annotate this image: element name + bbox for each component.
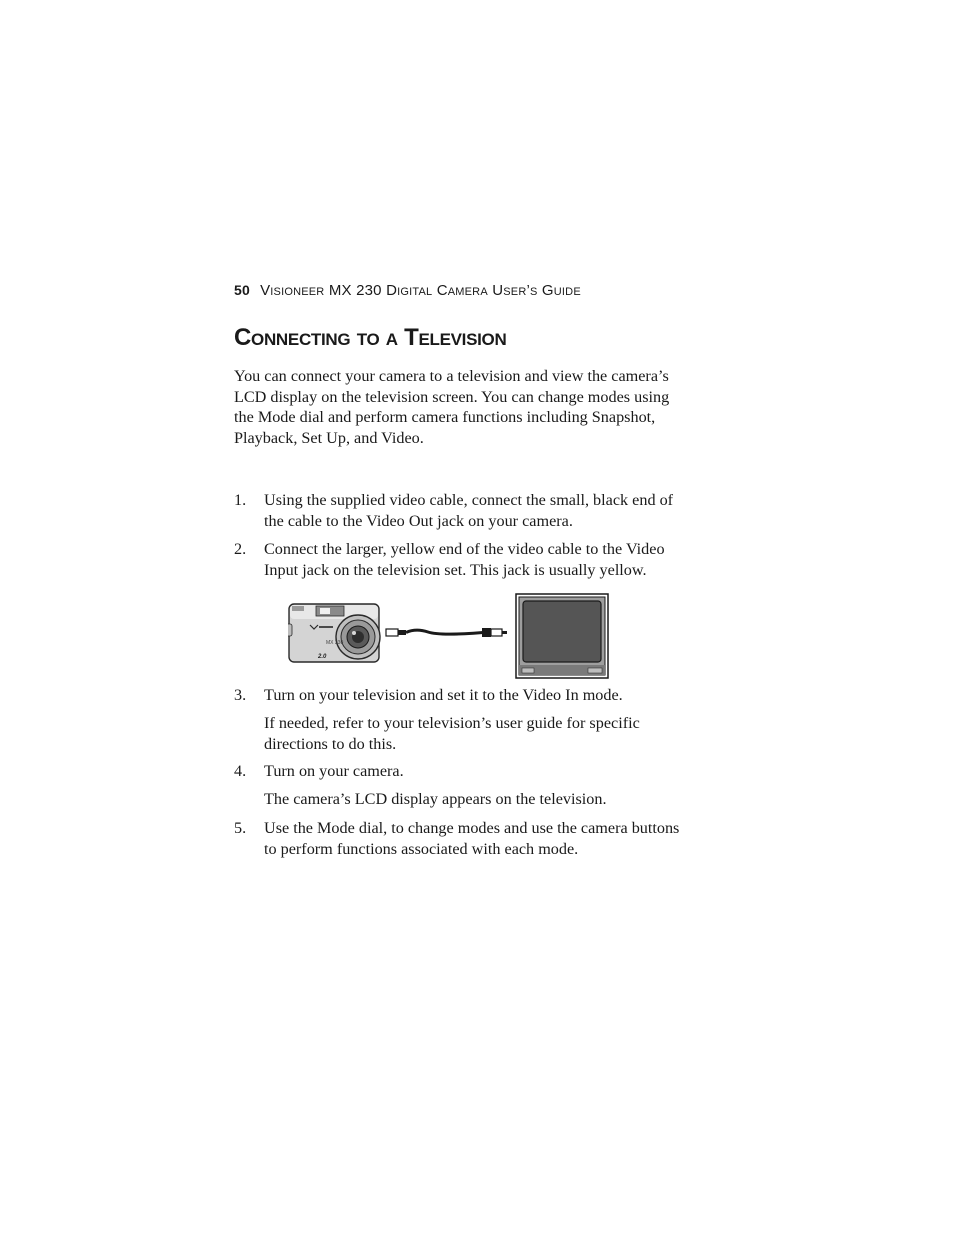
manual-page bbox=[234, 280, 684, 858]
running-title: Visioneer MX 230 Digital Camera User’s Guide bbox=[260, 282, 581, 299]
step-3-note: If needed, refer to your television’s user guide for specific directions to do this. bbox=[264, 714, 640, 753]
step-text: Using the supplied video cable, connect the small, black end of the cable to the Video Out jack on your camera. bbox=[264, 491, 674, 530]
step-number: 4. bbox=[234, 762, 247, 780]
camera-icon bbox=[288, 604, 380, 662]
camera-to-tv-illustration bbox=[288, 592, 612, 680]
page-number: 50 bbox=[234, 282, 250, 298]
camera-model-label: MX 230 bbox=[326, 640, 344, 646]
running-header bbox=[234, 280, 684, 300]
step-4 bbox=[234, 761, 684, 782]
section-title: Connecting to a Television bbox=[234, 324, 507, 351]
step-number: 5. bbox=[234, 819, 247, 837]
step-number: 2. bbox=[234, 540, 247, 558]
step-4-note: The camera’s LCD display appears on the television. bbox=[264, 790, 607, 808]
television-icon bbox=[516, 594, 608, 678]
step-text: Use the Mode dial, to change modes and use the camera buttons to perform functions associated with each mode. bbox=[264, 819, 680, 858]
step-number: 3. bbox=[234, 686, 247, 704]
step-1 bbox=[234, 490, 684, 531]
step-text: Turn on your television and set it to the Video In mode. bbox=[264, 686, 623, 704]
camera-badge: 2.0 bbox=[318, 654, 327, 660]
step-3 bbox=[234, 685, 684, 706]
step-text: Connect the larger, yellow end of the video cable to the Video Input jack on the television set. This jack is usually yellow. bbox=[264, 540, 665, 579]
step-text: Turn on your camera. bbox=[264, 762, 404, 780]
step-2 bbox=[234, 539, 684, 580]
step-5 bbox=[234, 818, 684, 859]
video-cable-icon bbox=[386, 628, 507, 637]
step-number: 1. bbox=[234, 491, 247, 509]
intro-paragraph: You can connect your camera to a television and view the camera’s LCD display on the television screen. You can change modes using the Mode dial and perform camera functions including Snapshot, Playback, Set Up, and Video. bbox=[234, 367, 670, 447]
